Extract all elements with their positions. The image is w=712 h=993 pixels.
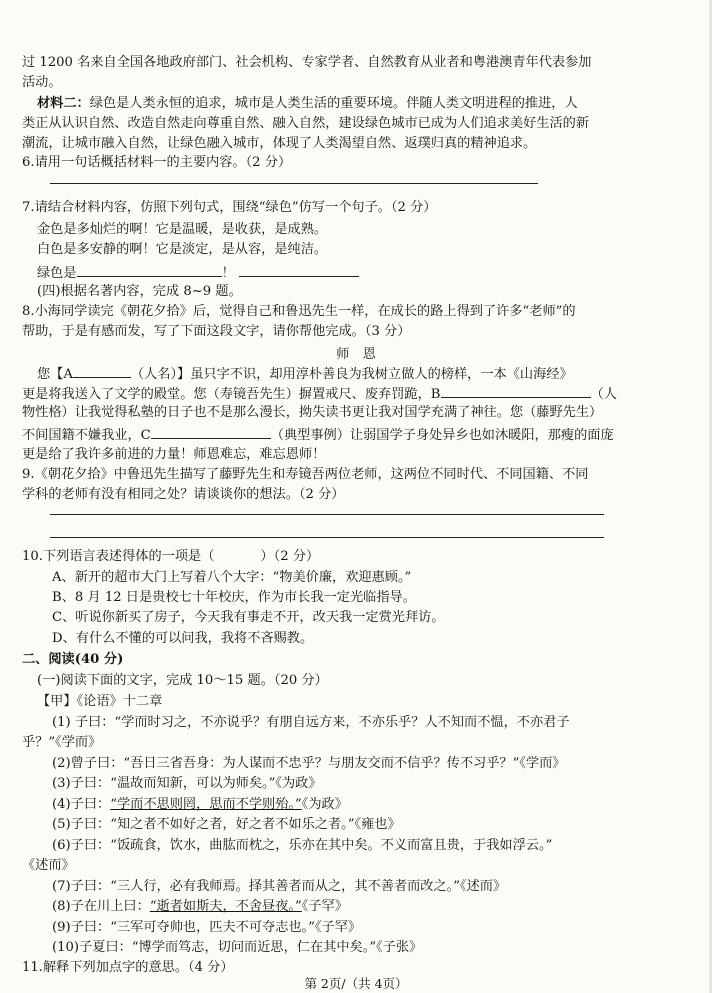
analects-item-7: (7)子曰：“三人行，必有我师焉。择其善者而从之，其不善者而改之。”《述而》 bbox=[52, 879, 507, 894]
question-9-cont: 学科的老师有没有相同之处？请谈谈你的想法。（2 分） bbox=[22, 487, 345, 502]
analects-source: 《子罕》 bbox=[301, 899, 348, 914]
answer-line-q9-2[interactable] bbox=[50, 537, 604, 538]
answer-line-q9-1[interactable] bbox=[50, 514, 604, 515]
analects-item-2: (2)曾子曰：“吾日三省吾身：为人谋而不忠乎？与朋友交而不信乎？传不习乎？”《学而》 bbox=[52, 756, 566, 771]
text-line: 潮流，让城市融入自然，让绿色融入城市，体现了人类渴望自然、返璞归真的精神追求。 bbox=[22, 136, 537, 151]
material-two-label: 材料二： bbox=[37, 96, 90, 111]
essay-line: 物性格）让我觉得私塾的日子也不是那么漫长，拗失读书更让我对国学充满了神往。您（藤野先生） bbox=[22, 405, 603, 420]
analects-item-1-cont: 乎？”《学而》 bbox=[22, 735, 102, 750]
question-8: 8.小海同学读完《朝花夕拾》后，觉得自己和鲁迅先生一样，在成长的路上得到了许多“老师”的 bbox=[22, 304, 576, 319]
q7-green-answer bbox=[37, 262, 690, 282]
essay-line bbox=[22, 424, 690, 444]
part-two-heading: 二、阅读(40 分) bbox=[22, 652, 124, 667]
question-6: 6.请用一句话概括材料一的主要内容。（2 分） bbox=[22, 155, 292, 170]
q7-blank-2[interactable] bbox=[239, 262, 359, 277]
q7-green-prefix: 绿色是 bbox=[37, 266, 77, 281]
material-two-line bbox=[37, 94, 690, 114]
option-d: D、有什么不懂的可以问我，我将不吝赐教。 bbox=[52, 631, 314, 646]
analects-item-6-cont: 《述而》 bbox=[22, 858, 75, 873]
analects-item-10: (10)子夏曰：“博学而笃志，切问而近思，仁在其中矣。”《子张》 bbox=[52, 940, 423, 955]
blank-a[interactable] bbox=[73, 363, 131, 378]
text-line: 过 1200 名来自全国各地政府部门、社会机构、专家学者、自然教育从业者和粤港澳青年代表参加 bbox=[22, 55, 592, 70]
analects-text: (4)子曰： bbox=[52, 797, 111, 812]
analects-item-5: (5)子曰：“知之者不如好之者，好之者不如乐之者。”《雍也》 bbox=[52, 817, 401, 832]
text-line: 活动。 bbox=[22, 75, 62, 90]
essay-text: （典型事例）让弱国学子身处异乡也如沐暖阳，那瘦的面庞 bbox=[270, 428, 614, 443]
option-b: B、8 月 12 日是贵校七十年校庆，作为市长我一定光临指导。 bbox=[52, 590, 416, 605]
analects-heading: 【甲】《论语》十二章 bbox=[37, 694, 163, 709]
q7-example-gold: 金色是多灿烂的啊！它是温暖，是收获，是成熟。 bbox=[37, 222, 328, 237]
essay-text: （人 bbox=[590, 387, 617, 402]
question-7: 7.请结合材料内容，仿照下列句式，围绕“绿色”仿写一个句子。（2 分） bbox=[22, 200, 437, 215]
option-c: C、听说你新买了房子，今天我有事走不开，改天我一定赏光拜访。 bbox=[52, 610, 445, 625]
q10-points: ）（2 分） bbox=[260, 549, 320, 564]
analects-item-8 bbox=[52, 897, 690, 917]
blank-c[interactable] bbox=[151, 424, 271, 439]
page-footer: 第 2页/（共 4页） bbox=[304, 976, 408, 991]
option-a: A、新开的超市大门上写着八个大字：“物美价廉，欢迎惠顾。” bbox=[52, 570, 412, 585]
analects-item-1: (1) 子曰：“学而时习之，不亦说乎？有朋自远方来，不亦乐乎？人不知而不愠，不亦君子 bbox=[52, 715, 570, 730]
question-10 bbox=[22, 547, 690, 567]
q7-green-mark: ！ bbox=[221, 266, 235, 281]
analects-item-3: (3)子曰：“温故而知新，可以为师矣。”《为政》 bbox=[52, 776, 322, 791]
essay-line bbox=[37, 363, 690, 383]
underlined-quote: “逝者如斯夫，不舍昼夜。” bbox=[149, 899, 302, 914]
material-two-text: 绿色是人类永恒的追求，城市是人类生活的重要环境。伴随人类文明进程的推进，人 bbox=[89, 96, 578, 111]
essay-line bbox=[22, 383, 690, 403]
q7-blank-1[interactable] bbox=[77, 262, 222, 277]
analects-item-9: (9)子曰：“三军可夺帅也，匹夫不可夺志也。”《子罕》 bbox=[52, 920, 362, 935]
reading-one-heading: (一)阅读下面的文字，完成 10～15 题。（20 分） bbox=[37, 673, 328, 688]
essay-line: 更是给了我许多前进的力量！师恩难忘，难忘恩师！ bbox=[22, 447, 326, 462]
answer-line-q6[interactable] bbox=[50, 183, 538, 184]
analects-item-6: (6)子曰：“饭疏食，饮水，曲肱而枕之，乐亦在其中矣。不义而富且贵，于我如浮云。” bbox=[52, 838, 553, 853]
essay-title: 师 恩 bbox=[336, 347, 376, 362]
text-line: 类正从认识自然、改造自然走向尊重自然、融入自然，建设绿色城市已成为人们追求美好生活的新 bbox=[22, 116, 590, 131]
q10-text: 10.下列语言表述得体的一项是（ bbox=[22, 549, 215, 564]
question-8-cont: 帮助，于是有感而发，写了下面这段文字，请你帮他完成。（3 分） bbox=[22, 324, 411, 339]
question-11: 11.解释下列加点字的意思。（4 分） bbox=[22, 960, 234, 975]
q7-example-white: 白色是多安静的啊！它是淡定，是从容，是纯洁。 bbox=[37, 242, 328, 257]
essay-text: 您【A bbox=[37, 367, 73, 382]
essay-text: 不间国籍不嫌我业，C bbox=[22, 428, 151, 443]
essay-text: 更是将我送入了文学的殿堂。您（寿镜吾先生）摒置戒尺、废弃罚跪，B bbox=[22, 387, 441, 402]
question-9: 9.《朝花夕拾》中鲁迅先生描写了藤野先生和寿镜吾两位老师，这两位不同时代、不同国籍、不同 bbox=[22, 467, 589, 482]
section-four: (四)根据名著内容，完成 8~9 题。 bbox=[37, 284, 242, 299]
essay-text: （人名）】虽只字不识，却用淳朴善良为我树立做人的榜样，一本《山海经》 bbox=[130, 367, 573, 382]
analects-text: (8)子在川上曰： bbox=[52, 899, 150, 914]
underlined-quote: “学而不思则罔，思而不学则殆。” bbox=[110, 797, 302, 812]
blank-b[interactable] bbox=[441, 383, 591, 398]
analects-source: 《为政》 bbox=[301, 797, 348, 812]
analects-item-4 bbox=[52, 795, 690, 815]
